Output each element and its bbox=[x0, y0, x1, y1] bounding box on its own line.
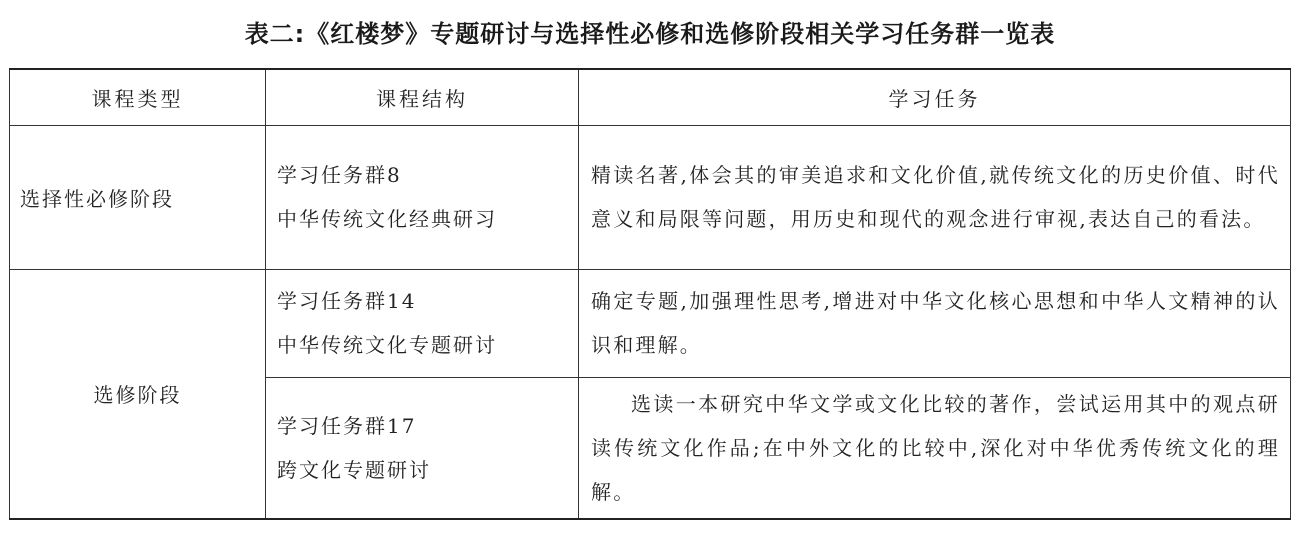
course-table bbox=[9, 68, 1291, 520]
course-type-cell: 选修阶段 bbox=[10, 269, 266, 519]
task-group-name: 中华传统文化专题研讨 bbox=[277, 333, 497, 357]
task-group-name: 中华传统文化经典研习 bbox=[277, 207, 497, 231]
course-structure-cell bbox=[266, 269, 579, 377]
table-title: 表二:《红楼梦》专题研讨与选择性必修和选修阶段相关学习任务群一览表 bbox=[244, 20, 1056, 48]
learning-task-cell: 选读一本研究中华文学或文化比较的著作，尝试运用其中的观点研读传统文化作品;在中外文化的比较中,深化对中华优秀传统文化的理解。 bbox=[579, 377, 1291, 519]
header-row bbox=[10, 69, 1291, 125]
header-learning-task: 学习任务 bbox=[579, 69, 1291, 125]
header-course-structure: 课程结构 bbox=[266, 69, 579, 125]
task-group-number: 学习任务群17 bbox=[277, 413, 417, 438]
table-row bbox=[10, 269, 1291, 377]
task-group-name: 跨文化专题研讨 bbox=[277, 457, 431, 482]
table-row bbox=[10, 125, 1291, 269]
task-group-number: 学习任务群14 bbox=[277, 289, 417, 313]
course-structure-cell bbox=[266, 125, 579, 269]
learning-task-cell: 精读名著,体会其的审美追求和文化价值,就传统文化的历史价值、时代意义和局限等问题，用历史和现代的观念进行审视,表达自己的看法。 bbox=[579, 125, 1291, 269]
learning-task-cell: 确定专题,加强理性思考,增进对中华文化核心思想和中华人文精神的认识和理解。 bbox=[579, 269, 1291, 377]
course-structure-cell bbox=[266, 377, 579, 519]
task-group-number: 学习任务群8 bbox=[277, 163, 402, 187]
course-type-cell: 选择性必修阶段 bbox=[10, 125, 266, 269]
header-course-type: 课程类型 bbox=[10, 69, 266, 125]
